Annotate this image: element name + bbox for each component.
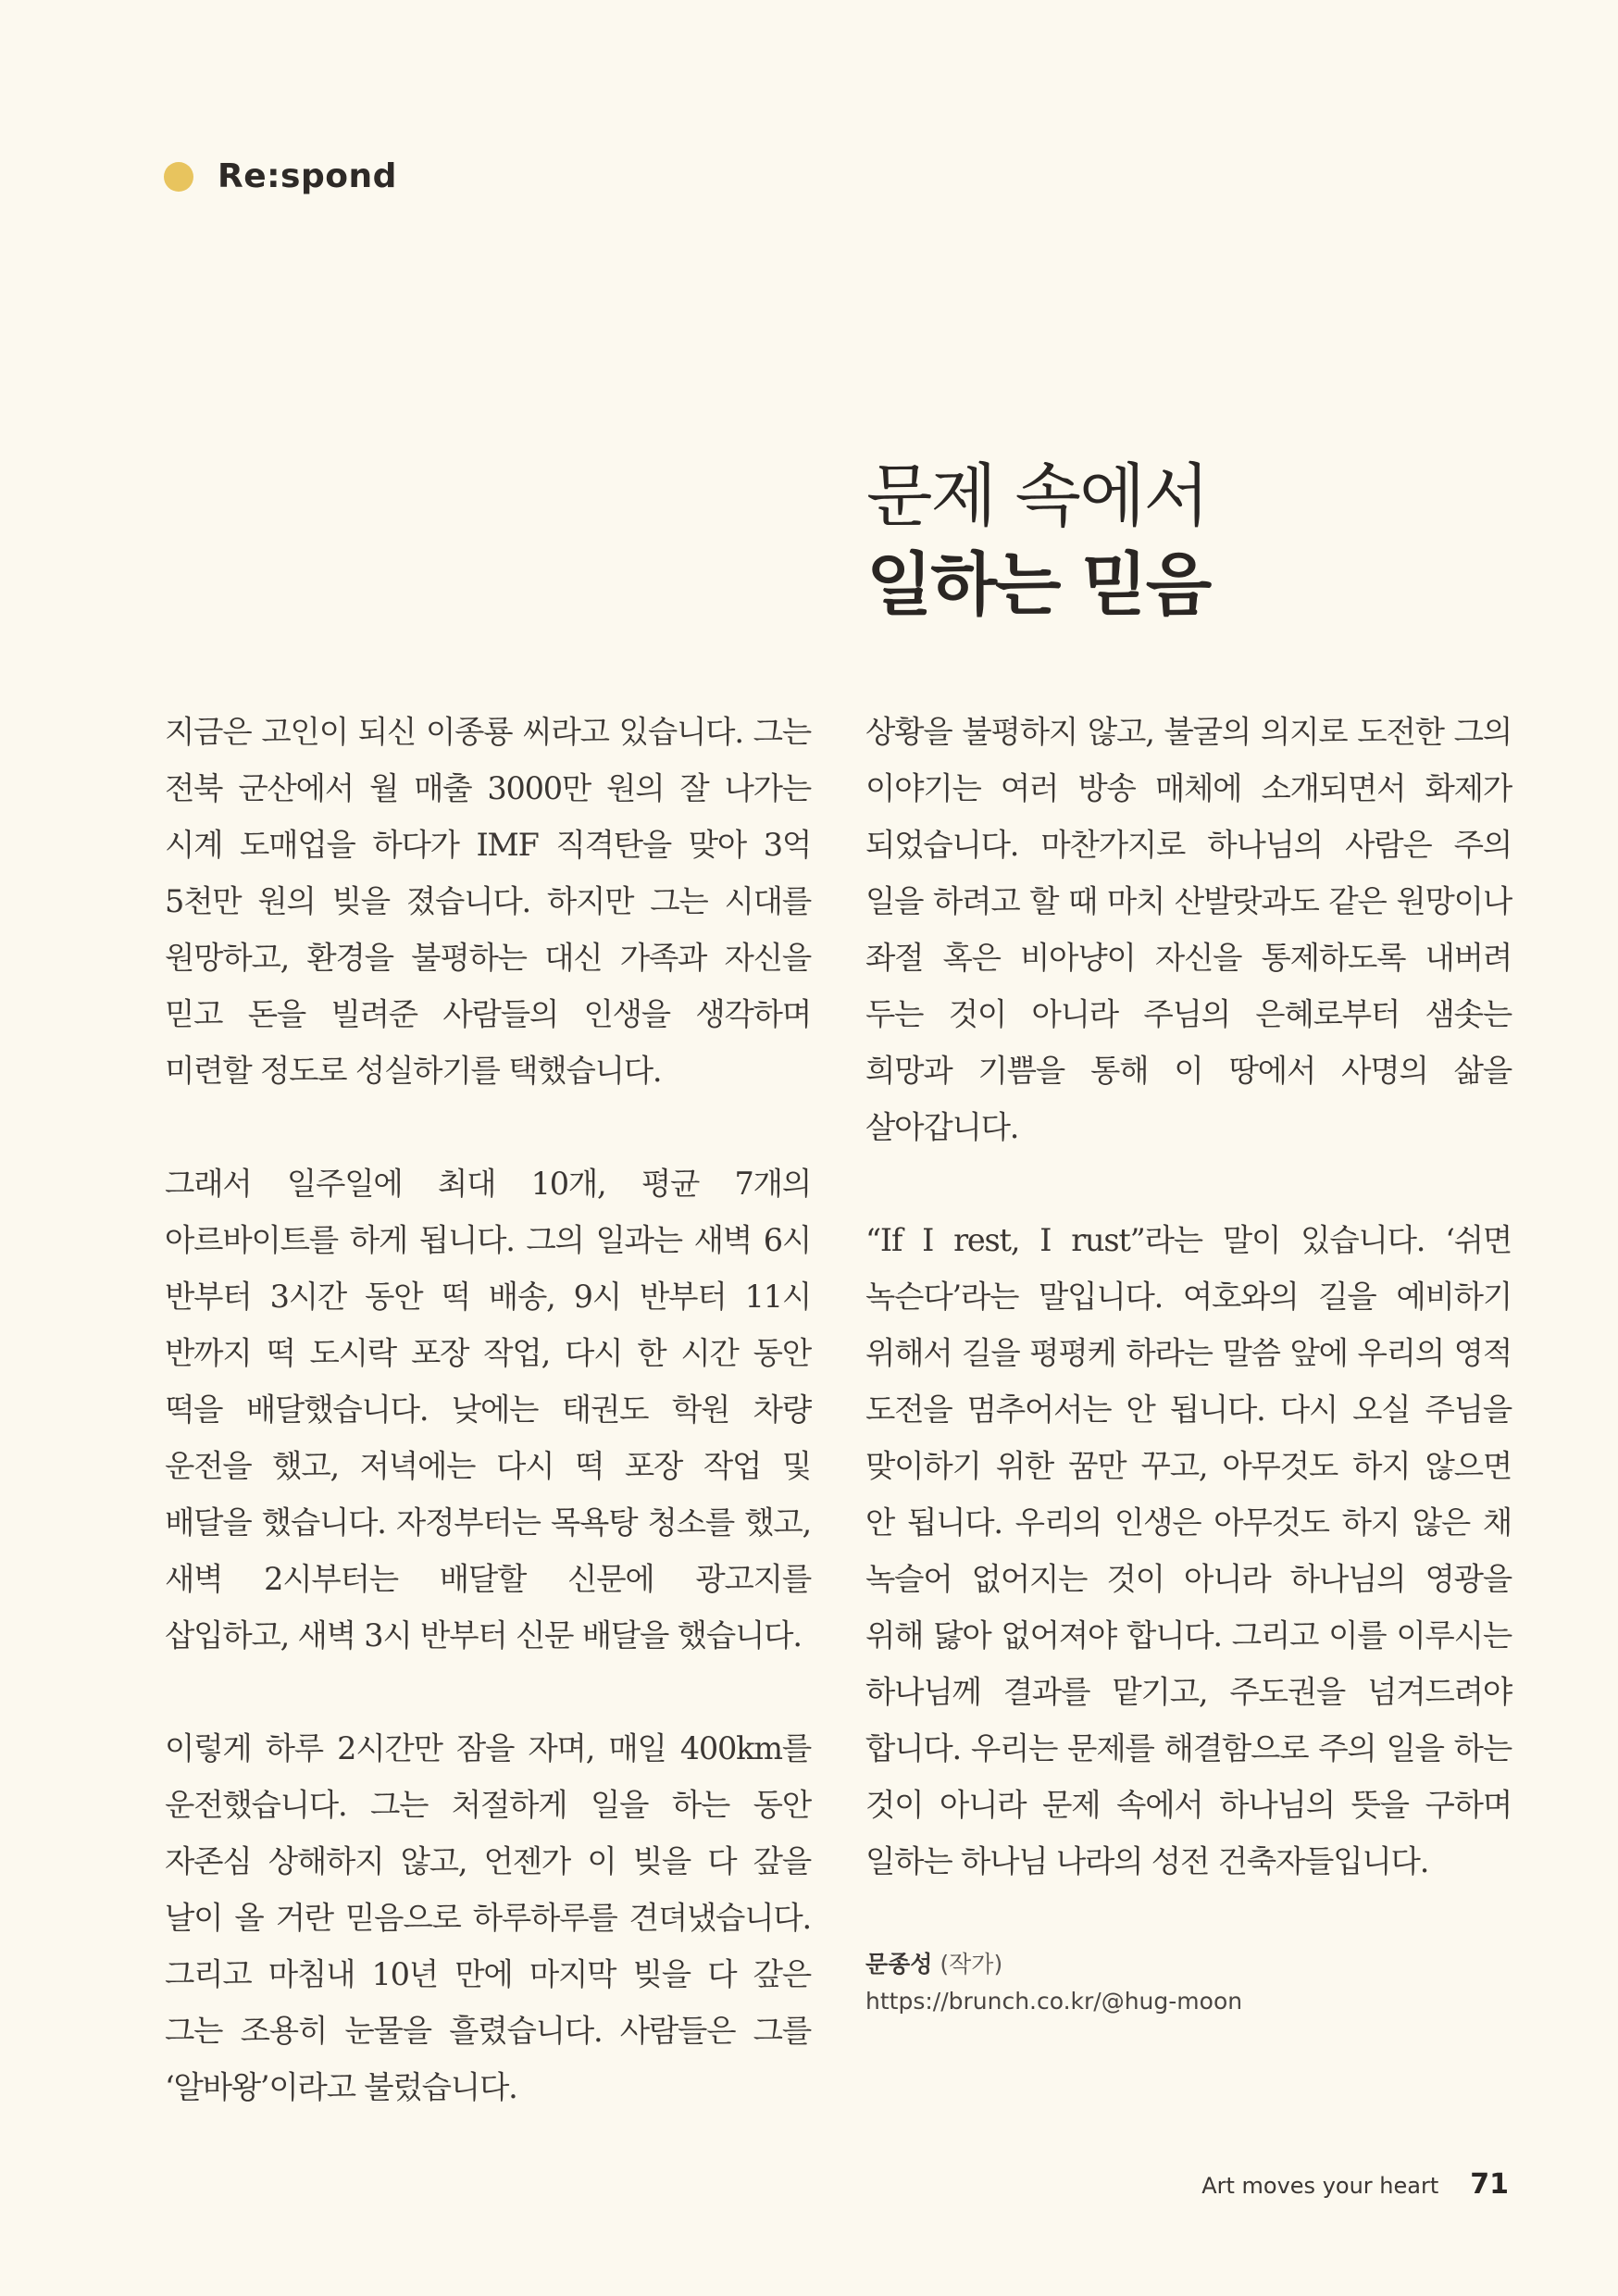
author-role: (작가) xyxy=(940,1951,1003,1978)
author-name: 문종성 xyxy=(865,1951,933,1978)
yellow-dot-icon xyxy=(164,162,193,192)
paragraph: 지금은 고인이 되신 이종룡 씨라고 있습니다. 그는 전북 군산에서 월 매출 3000만 원의 잘 나가는 시계 도매업을 하다가 IMF 직격탄을 맞아 3억 5천만 원의 빚을 졌습니다. 하지만 그는 시대를 원망하고, 환경을 불평하는 대신 가족과 자신을 믿고 돈을 빌려준 사람들의 인생을 생각하며 미련할 정도로 성실하기를 택했습니다. xyxy=(165,714,811,1089)
page-footer xyxy=(1201,2168,1509,2201)
paragraph: 그래서 일주일에 최대 10개, 평균 7개의 아르바이트를 하게 됩니다. 그의 일과는 새벽 6시 반부터 3시간 동안 떡 배송, 9시 반부터 11시 반까지 떡 도시락 포장 작업, 다시 한 시간 동안 떡을 배달했습니다. 낮에는 태권도 학원 차량 운전을 했고, 저녁에는 다시 떡 포장 작업 및 배달을 했습니다. 자정부터는 목욕탕 청소를 했고, 새벽 2시부터는 배달할 신문에 광고지를 삽입하고, 새벽 3시 반부터 신문 배달을 했습니다. xyxy=(165,1166,811,1653)
paragraph: 이렇게 하루 2시간만 잠을 자며, 매일 400km를 운전했습니다. 그는 처절하게 일을 하는 동안 자존심 상해하지 않고, 언젠가 이 빚을 다 갚을 날이 올 거란 믿음으로 하루하루를 견뎌냈습니다. 그리고 마침내 10년 만에 마지막 빚을 다 갚은 그는 조용히 눈물을 흘렸습니다. 사람들은 그를 ‘알바왕’이라고 불렀습니다. xyxy=(165,1730,811,2105)
section-tag xyxy=(164,157,397,195)
paragraph: “If I rest, I rust”라는 말이 있습니다. ‘쉬면 녹슨다’라는 말입니다. 여호와의 길을 예비하기 위해서 길을 평평케 하라는 말씀 앞에 우리의 영적 도전을 멈추어서는 안 됩니다. 다시 오실 주님을 맞이하기 위한 꿈만 꾸고, 아무것도 하지 않으면 안 됩니다. 우리의 인생은 아무것도 하지 않은 채 녹슬어 없어지는 것이 아니라 하나님의 영광을 위해 닳아 없어져야 합니다. 그리고 이를 이루시는 하나님께 결과를 맡기고, 주도권을 넘겨드려야 합니다. 우리는 문제를 해결함으로 주의 일을 하는 것이 아니라 문제 속에서 하나님의 뜻을 구하며 일하는 하나님 나라의 성전 건축자들입니다. xyxy=(865,1222,1512,1879)
author-line xyxy=(865,1946,1512,1983)
right-column xyxy=(865,704,1512,2020)
article-title xyxy=(866,452,1514,630)
author-url[interactable]: https://brunch.co.kr/@hug-moon xyxy=(865,1988,1243,2015)
paragraph: 상황을 불평하지 않고, 불굴의 의지로 도전한 그의 이야기는 여러 방송 매체에 소개되면서 화제가 되었습니다. 마찬가지로 하나님의 사람은 주의 일을 하려고 할 때 마치 산발랏과도 같은 원망이나 좌절 혹은 비아냥이 자신을 통제하도록 내버려 두는 것이 아니라 주님의 은혜로부터 샘솟는 희망과 기쁨을 통해 이 땅에서 사명의 삶을 살아갑니다. xyxy=(865,714,1512,1145)
section-label: Re:spond xyxy=(218,157,397,195)
title-line-2: 일하는 믿음 xyxy=(866,545,1211,625)
left-column xyxy=(165,704,811,2172)
page-number: 71 xyxy=(1470,2168,1509,2201)
footer-tagline: Art moves your heart xyxy=(1201,2173,1439,2199)
title-line-1: 문제 속에서 xyxy=(866,456,1208,536)
author-credit xyxy=(865,1946,1512,2020)
